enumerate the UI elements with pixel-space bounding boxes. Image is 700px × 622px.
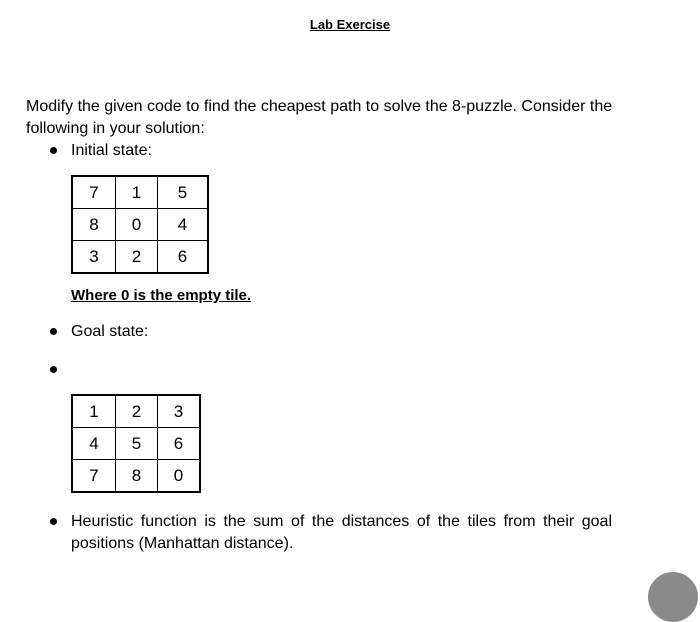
- grid-cell: 5: [116, 428, 158, 460]
- grid-cell: 0: [158, 460, 201, 493]
- grid-cell: 2: [116, 241, 158, 274]
- grid-row: [72, 209, 208, 241]
- bullet-goal: [50, 328, 57, 335]
- goal-state-grid: [71, 394, 201, 493]
- initial-state-grid: [71, 175, 209, 274]
- intro-paragraph: Modify the given code to find the cheapest path to solve the 8-puzzle. Consider the following in your solution:: [26, 98, 613, 137]
- grid-row: [72, 460, 200, 493]
- grid-cell: 1: [72, 395, 116, 428]
- grid-cell: 4: [158, 209, 209, 241]
- grid-cell: 3: [72, 241, 116, 274]
- heuristic-text: Heuristic function is the sum of the distances of the tiles from their goal positions (Manhattan distance).: [71, 513, 612, 552]
- grid-cell: 0: [116, 209, 158, 241]
- grid-cell: 2: [116, 395, 158, 428]
- empty-tile-note: Where 0 is the empty tile.: [71, 287, 252, 304]
- grid-row: [72, 176, 208, 209]
- grid-row: [72, 241, 208, 274]
- grid-cell: 4: [72, 428, 116, 460]
- corner-scroll-button[interactable]: [648, 572, 698, 622]
- bullet-heuristic: [50, 518, 57, 525]
- grid-cell: 1: [116, 176, 158, 209]
- grid-cell: 8: [72, 209, 116, 241]
- goal-state-label: Goal state:: [71, 323, 149, 340]
- bullet-empty: [50, 366, 57, 373]
- initial-state-label: Initial state:: [71, 142, 152, 159]
- grid-cell: 3: [158, 395, 201, 428]
- grid-cell: 6: [158, 428, 201, 460]
- grid-cell: 5: [158, 176, 209, 209]
- document-title: Lab Exercise: [309, 17, 391, 32]
- bullet-initial: [50, 147, 57, 154]
- grid-cell: 7: [72, 176, 116, 209]
- grid-cell: 8: [116, 460, 158, 493]
- grid-row: [72, 395, 200, 428]
- grid-cell: 6: [158, 241, 209, 274]
- grid-cell: 7: [72, 460, 116, 493]
- grid-row: [72, 428, 200, 460]
